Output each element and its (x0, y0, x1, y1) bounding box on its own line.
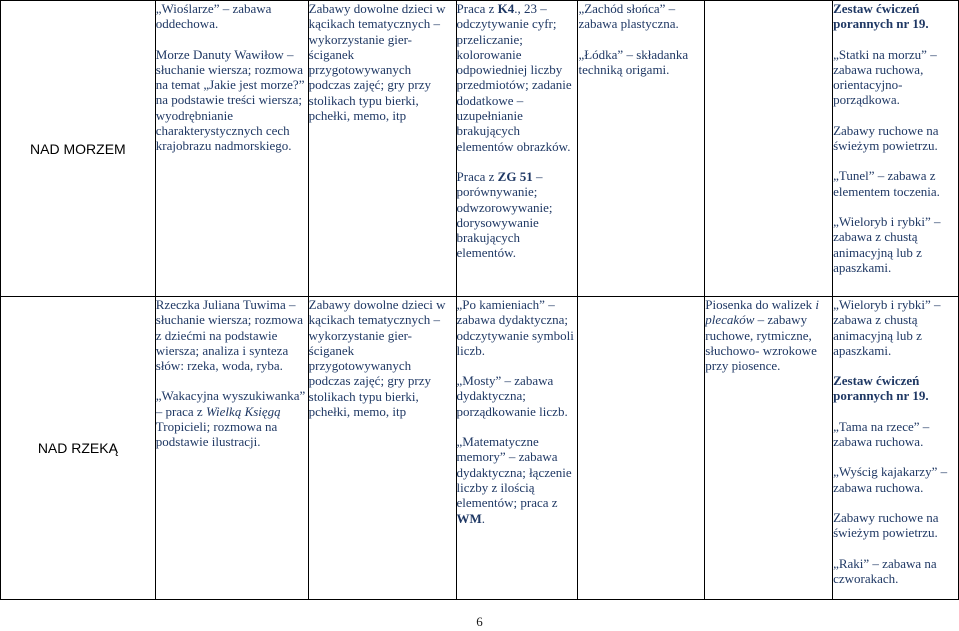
cell-paragraph (156, 388, 308, 449)
text-segment: – zabawy ruchowe, rytmiczne, słuchowo- wzrokowe przy piosence. (705, 312, 817, 374)
cell-paragraph (833, 510, 958, 541)
row-nad-morzem (1, 1, 959, 297)
text-segment: – porównywanie; odwzorowywanie; dorysowywanie brakujących elementów. (456, 168, 553, 261)
cell-col6 (705, 1, 833, 297)
cell-col5 (578, 297, 705, 600)
cell-paragraph (578, 47, 704, 78)
text-segment: „Statki na morzu” – zabawa ruchowa, orientacyjno-porządkowa. (833, 46, 937, 108)
text-segment: Rzeczka Juliana Tuwima – słuchanie wiersza; rozmowa z dziećmi na podstawie wiersza; analiza i synteza słów: rzeka, woda, ryba. (155, 297, 304, 374)
cell-paragraph (833, 214, 958, 275)
cell-paragraph (156, 297, 308, 373)
text-segment: „Matematyczne memory” – zabawa dydaktyczna; łączenie liczby z ilością elementów; praca z (456, 434, 572, 511)
cell-paragraph (833, 168, 958, 199)
cell-col2 (155, 297, 308, 600)
cell-paragraph (833, 464, 958, 495)
cell-col7 (833, 297, 959, 600)
cell-paragraph (705, 297, 832, 373)
text-segment: . (514, 1, 518, 16)
text-segment: , 23 – odczytywanie cyfr; przeliczanie; kolorowanie odpowiedniej liczby przedmiotów; zadanie dodatkowe – uzupełnianie brakujących elementów obrazków. (456, 1, 572, 154)
text-segment: „Wakacyjna wyszukiwanka” – praca z (155, 388, 306, 419)
text-segment: Zabawy dowolne dzieci w kącikach tematycznych – wykorzystanie gier-ściganek przygotowywanych podczas zajęć; gry przy stolikach typu bierki, pchełki, memo, itp (308, 297, 446, 420)
cell-col7 (833, 1, 959, 297)
text-segment: „Tama na rzece” – zabawa ruchowa. (833, 418, 930, 450)
text-segment: Zabawy ruchowe na świeżym powietrzu. (833, 122, 939, 154)
text-segment: „Tunel” – zabawa z elementem toczenia. (833, 168, 940, 199)
text-segment: Wielką Księgą (205, 403, 281, 419)
cell-paragraph (833, 373, 958, 404)
text-segment: ZG 51 (497, 168, 533, 184)
text-segment: „Po kamieniach” – zabawa dydaktyczna; odczytywanie symboli liczb. (456, 297, 574, 358)
cell-col4 (456, 297, 578, 600)
text-segment: „Zachód słońca” – zabawa plastyczna. (578, 1, 679, 32)
text-segment: „Wieloryb i rybki” – zabawa z chustą animacyjną lub z apaszkami. (833, 213, 941, 275)
cell-paragraph (833, 1, 958, 32)
text-segment: „Mosty” – zabawa dydaktyczna; porządkowanie liczb. (456, 373, 568, 419)
cell-paragraph (156, 47, 308, 154)
text-segment: „Raki” – zabawa na czworakach. (833, 555, 937, 586)
text-segment: Piosenka do walizek (705, 297, 816, 312)
cell-paragraph (457, 1, 578, 154)
text-segment: Zestaw ćwiczeń porannych nr 19. (833, 1, 929, 32)
cell-col3 (308, 1, 456, 297)
text-segment: . (481, 510, 486, 526)
cell-col2 (155, 1, 308, 297)
cell-paragraph (833, 556, 958, 587)
cell-paragraph (156, 1, 308, 32)
row-nad-rzeka (1, 297, 959, 600)
text-segment: K4 (497, 1, 515, 16)
text-segment: Zestaw ćwiczeń porannych nr 19. (833, 373, 929, 404)
cell-col3 (308, 297, 456, 600)
text-segment: Morze Danuty Wawiłow – słuchanie wiersza; rozmowa na temat „Jakie jest morze?” na podstawie treści wiersza; wyodrębnianie charakterystycznych cech krajobrazu nadmorskiego. (155, 46, 305, 154)
text-segment: Praca z (456, 168, 498, 184)
text-segment: WM (456, 510, 482, 526)
text-segment: „Wioślarze” – zabawa oddechowa. (155, 1, 272, 32)
cell-paragraph (833, 47, 958, 108)
row-title: NAD MORZEM (1, 1, 156, 297)
text-segment: „Wyścig kajakarzy” – zabawa ruchowa. (833, 464, 948, 495)
text-segment: Praca z (456, 1, 498, 16)
text-segment: Zabawy ruchowe na świeżym powietrzu. (833, 509, 939, 541)
text-segment: Zabawy dowolne dzieci w kącikach tematycznych – wykorzystanie gier-ściganek przygotowywanych podczas zajęć; gry przy stolikach typu bierki, pchełki, memo, itp (308, 1, 446, 124)
text-segment: i plecaków (705, 297, 820, 328)
cell-paragraph (457, 297, 578, 358)
cell-col4 (456, 1, 578, 297)
cell-paragraph (457, 373, 578, 419)
text-segment: „Wieloryb i rybki” – zabawa z chustą animacyjną lub z apaszkami. (833, 297, 941, 358)
cell-paragraph (578, 1, 704, 32)
cell-col5 (578, 1, 705, 297)
cell-paragraph (457, 434, 578, 526)
text-segment: „Łódka” – składanka techniką origami. (578, 46, 689, 77)
cell-paragraph (309, 297, 456, 419)
cell-paragraph (457, 169, 578, 261)
cell-paragraph (833, 419, 958, 450)
row-title: NAD RZEKĄ (1, 297, 156, 600)
cell-paragraph (309, 1, 456, 123)
page-number: 6 (476, 614, 483, 629)
cell-paragraph (833, 297, 958, 358)
cell-paragraph (833, 123, 958, 154)
text-segment: Tropicieli; rozmowa na podstawie ilustracji. (155, 419, 278, 450)
cell-col6 (705, 297, 833, 600)
